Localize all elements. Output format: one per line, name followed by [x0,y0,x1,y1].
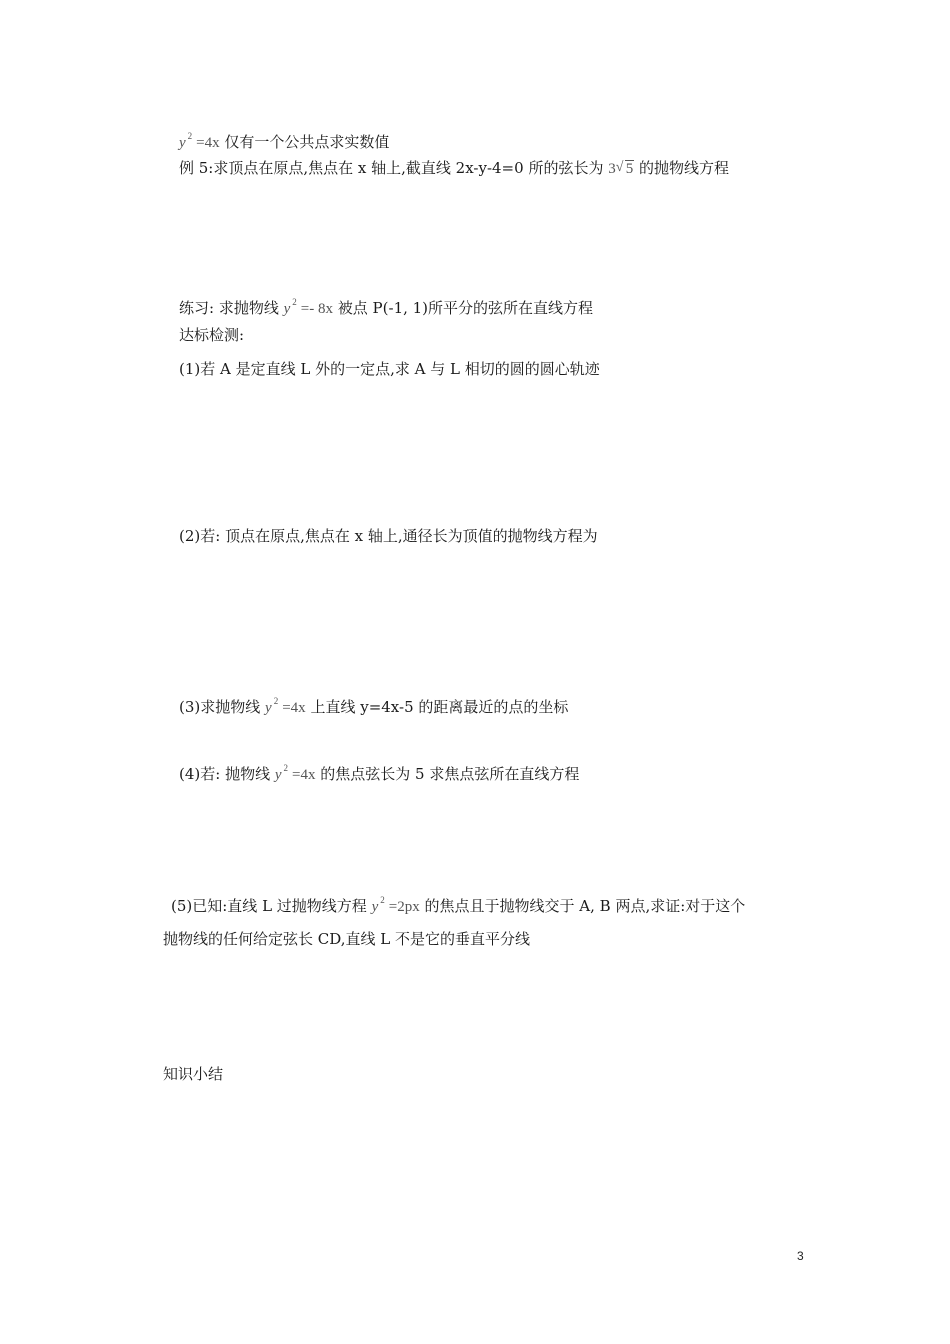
text: 被点 P(-1, 1)所平分的弦所在直线方程 [337,299,594,317]
problem-4 [179,757,579,786]
math-expression: y $^2$ =4x [179,131,220,151]
problem-5 [171,889,745,918]
problem-1: (1)若 A 是定直线 L 外的一定点,求 A 与 L 相切的圆的圆心轨迹 [179,360,600,378]
text: (5)已知:直线 L 过抛物线方程 [171,897,367,915]
exercise-line [179,291,593,320]
text: 的焦点弦长为 5 求焦点弦所在直线方程 [320,765,580,783]
section-heading-summary: 知识小结 [163,1065,224,1083]
math-expression: y $^2$ =4x [274,763,316,783]
problem-5-continued: 抛物线的任何给定弦长 CD,直线 L 不是它的垂直平分线 [163,930,531,948]
math-sqrt-expression: 3√ 5 [608,161,634,177]
problem-3 [179,690,568,719]
example-5-line [179,157,729,180]
text: 例 5:求顶点在原点,焦点在 x 轴上,截直线 2x-y-4=0 所的弦长为 [179,159,604,177]
text: 仅有一个公共点求实数值 [224,133,390,151]
math-expression: y $^2$ =- 8x [283,297,333,317]
problem-2: (2)若: 顶点在原点,焦点在 x 轴上,通径长为顶值的抛物线方程为 [179,527,598,545]
text-line-1 [179,125,389,154]
text: (4)若: 抛物线 [179,765,271,783]
text: (3)求抛物线 [179,698,261,716]
math-expression: y $^2$ =2px [371,895,420,915]
page-number: 3 [797,1249,804,1263]
section-heading-assessment: 达标检测: [179,326,245,344]
text: 上直线 y=4x-5 的距离最近的点的坐标 [310,698,569,716]
text: 的焦点且于抛物线交于 A, B 两点,求证:对于这个 [424,897,746,915]
math-expression: y $^2$ =4x [265,696,306,716]
text: 练习: 求抛物线 [179,299,279,317]
text: 的抛物线方程 [639,159,730,177]
